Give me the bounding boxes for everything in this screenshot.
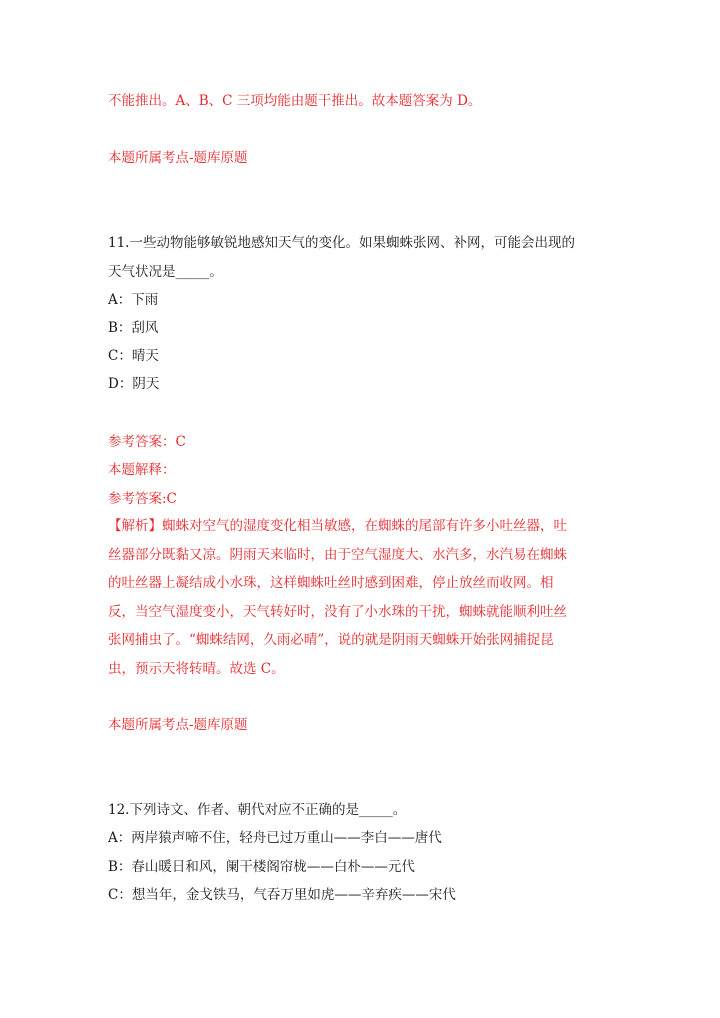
question-11-topic-source: 本题所属考点-题库原题	[108, 717, 248, 733]
question-11-option-d: D：阴天	[108, 376, 160, 392]
question-12-stem: 12.下列诗文、作者、朝代对应不正确的是_____。	[108, 802, 407, 818]
question-12-option-b: B：春山暖日和风，阑干楼阁帘栊——白朴——元代	[108, 859, 415, 875]
topic-source: 本题所属考点-题库原题	[108, 150, 248, 166]
question-11-analysis-line-3: 的吐丝器上凝结成小水珠，这样蜘蛛吐丝时感到困难，停止放丝而收网。相	[108, 575, 554, 591]
question-11-stem-line-1: 11.一些动物能够敏锐地感知天气的变化。如果蜘蛛张网、补网，可能会出现的	[108, 235, 575, 251]
previous-answer-tail: 不能推出。A、B、C 三项均能由题干推出。故本题答案为 D。	[108, 93, 482, 109]
question-11-option-b: B：刮风	[108, 320, 159, 336]
question-11-option-a: A：下雨	[108, 292, 159, 308]
question-11-analysis-line-5: 张网捕虫了。“蜘蛛结网，久雨必晴”，说的就是阴雨天蜘蛛开始张网捕捉昆	[108, 632, 554, 648]
question-11-analysis-line-6: 虫，预示天将转晴。故选 C。	[108, 661, 285, 677]
question-12-option-c: C：想当年，金戈铁马，气吞万里如虎——辛弃疾——宋代	[108, 887, 456, 903]
question-11-analysis-line-2: 丝器部分既黏又凉。阴雨天来临时，由于空气湿度大、水汽多，水汽易在蜘蛛	[108, 547, 567, 563]
question-12-option-a: A：两岸猿声啼不住，轻舟已过万重山——李白——唐代	[108, 830, 442, 846]
question-11-stem-line-2: 天气状况是_____。	[108, 264, 223, 280]
question-11-analysis-line-1: 【解析】蜘蛛对空气的湿度变化相当敏感，在蜘蛛的尾部有许多小吐丝器，吐	[108, 518, 567, 534]
question-11-reference-answer: 参考答案：C	[108, 434, 186, 450]
question-11-analysis-line-4: 反，当空气湿度变小，天气转好时，没有了小水珠的干扰，蜘蛛就能顺利吐丝	[108, 604, 567, 620]
question-11-explanation-label: 本题解释：	[108, 462, 176, 478]
question-11-option-c: C：晴天	[108, 348, 159, 364]
question-11-reference-answer-2: 参考答案:C	[108, 491, 177, 507]
